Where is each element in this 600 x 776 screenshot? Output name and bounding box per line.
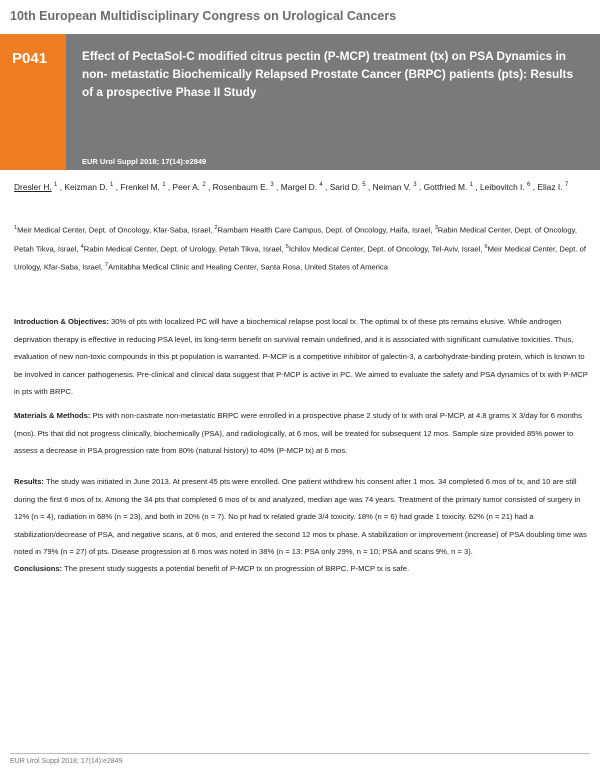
affiliation-text: Rabin Medical Center, Dept. of Oncology, Petah Tikva, Israel, bbox=[14, 225, 577, 254]
affiliation-mark: 6 bbox=[484, 243, 488, 250]
section-heading: Results: bbox=[14, 477, 44, 486]
author-name: Margel D. bbox=[280, 181, 318, 192]
section-heading: Conclusions: bbox=[14, 564, 63, 573]
abstract-banner bbox=[0, 34, 600, 170]
affiliation-list bbox=[14, 220, 590, 276]
author-affiliation-mark: 7 bbox=[564, 182, 569, 188]
affiliation-mark: 1 bbox=[14, 225, 18, 231]
affiliation-text: Amitabha Medical Clinic and Healing Center, Santa Rosa, United States of America bbox=[108, 262, 388, 272]
footer-divider bbox=[10, 753, 590, 754]
affiliation-mark: 5 bbox=[285, 243, 289, 250]
abstract-title: Effect of PectaSol-C modified citrus pectin (P-MCP) treatment (tx) on PSA Dynamics in non- metastatic Biochemically Relapsed Prostate Cancer (BRPC) patients (pts): Results of a prospective Phase II Study bbox=[82, 49, 573, 99]
author-list: Dresler H. $^1$ , Keizman D. $^1$ , Frenkel M. $^1$ , Peer A. $^2$ , Rosenbaum E. $^3$ , Margel D. $^4$ , Sarid D. $^5$ , Neiman V. $^3$ , Gottfried M. $^1$ , Leibovitch I. $^6$ , Eliaz I. $^7$ bbox=[14, 181, 569, 192]
abstract-code-badge: P041 bbox=[0, 34, 66, 170]
section-body: The study was initiated in June 2013. At present 45 pts were enrolled. One patient withdrew his consent after 1 mos. 34 completed 6 mos of tx, and 10 are still during the first 6 mos of tx. Among the 34 pts that completed 6 mos of tx and analyzed, median age was 74 years. Treatment of the primary tumor consisted of surgery in 12% (n = 4), radiation in 68% (n = 23), and both in 20% (n = 7). No pt had tx related grade 3/4 toxicity. 18% (n = 6) had grade 1 toxicity. 62% (n = 21) had a stabilization/decrease of PSA, and negative scans, at 6 mos, and entered the second 12 mos tx phase. A stabilization or improvement (increase) of PSA doubling time was noted in 79% (n = 27) of pts. Disease progression at 6 mos was noted in 38% (n = 13: PSA only 29%, n = 10; PSA and scans 9%, n = 3). bbox=[14, 477, 587, 556]
author-name: Rosenbaum E. bbox=[212, 181, 269, 192]
author-affiliation-mark: 3 bbox=[270, 182, 274, 188]
conference-title: 10th European Multidisciplinary Congress on Urological Cancers bbox=[10, 9, 397, 23]
affiliation-mark: 3 bbox=[434, 225, 438, 231]
author-affiliation-mark: 1 bbox=[109, 182, 114, 188]
section-heading: Introduction & Objectives: bbox=[14, 317, 109, 326]
author-affiliation-mark: 1 bbox=[54, 182, 58, 188]
author-affiliation-mark: 5 bbox=[362, 182, 366, 188]
author-affiliation-mark: 1 bbox=[162, 182, 166, 188]
author-name: Sarid D. bbox=[329, 181, 360, 192]
affiliation-mark: 4 bbox=[80, 243, 84, 250]
section-body: The present study suggests a potential benefit of P-MCP tx on progression of BRPC. P-MCP tx is safe. bbox=[62, 564, 410, 573]
author-affiliation-mark: 1 bbox=[469, 182, 474, 188]
section-body: 30% of pts with localized PC will have a biochemical relapse post local tx. The optimal tx of these pts remains elusive. While androgen deprivation therapy is effective in reducing PSA level, its long-term benefit on survival remain undefined, and it is associated with significant cumulative toxicities. Thus, evaluation of new non-toxic compounds in this pt population is warranted. P-MCP is a competitive inhibitor of galectin-3, a carbohydrate-binding protein, which is known to be involved in cancer pathogenesis. Pre-clinical and clinical data suggest that P-MCP is active in PC. We aimed to evaluate the safety and PSA dynamics of tx with P-MCP in pts with BRPC. bbox=[14, 317, 588, 396]
affiliation-mark: 7 bbox=[105, 262, 109, 269]
section-heading: Materials & Methods: bbox=[14, 411, 91, 420]
section-introduction bbox=[14, 313, 588, 401]
author-name: Leibovitch I. bbox=[480, 181, 525, 192]
footer-citation: EUR Urol Suppl 2018; 17(14):e2849 bbox=[10, 758, 123, 765]
author-name: Frenkel M. bbox=[120, 181, 160, 192]
author-name: Gottfried M. bbox=[423, 181, 468, 192]
author-name: Dresler H. bbox=[14, 181, 52, 192]
author-affiliation-mark: 6 bbox=[527, 182, 531, 188]
affiliation-text: Meir Medical Center, Dept. of Oncology, Kfar-Saba, Israel, bbox=[17, 225, 215, 235]
author-affiliation-mark: 4 bbox=[319, 182, 323, 188]
author-affiliation-mark: 2 bbox=[202, 182, 206, 188]
section-results bbox=[14, 473, 588, 561]
author-name: Keizman D. bbox=[64, 181, 108, 192]
section-body: Pts with non-castrate non-metastatic BRPC were enrolled in a prospective phase 2 study of tx with oral P-MCP, at 4.8 grams X 3/day for 6 months (mos). Pts that did not progress clinically, biochemically (PSA), and radiologically, at 6 mos, will be treated for subsequent 12 mos. Sample size provided 85% power to assess a decrease in PSA progression rate from 80% (natural history) to 40% (P-MCP tx) at 6 mos. bbox=[14, 411, 582, 455]
author-name: Eliaz I. bbox=[537, 181, 563, 192]
affiliation-text: Meir Medical Center, Dept. of Urology, Kfar-Saba, Israel, bbox=[14, 244, 586, 272]
author-name: Peer A. bbox=[172, 181, 200, 192]
affiliation-text: Rambam Health Care Campus, Dept. of Oncology, Haifa, Israel, bbox=[217, 225, 435, 235]
affiliation-mark: 2 bbox=[214, 225, 218, 231]
section-methods bbox=[14, 407, 588, 460]
section-conclusions bbox=[14, 560, 588, 578]
affiliation-text: Rabin Medical Center, Dept. of Urology, Petah Tikva, Israel, bbox=[83, 244, 286, 254]
affiliation-text: Ichilov Medical Center, Dept. of Oncology, Tel-Aviv, Israel, bbox=[288, 244, 485, 254]
author-name: Neiman V. bbox=[372, 181, 411, 192]
banner-citation: EUR Urol Suppl 2018; 17(14):e2849 bbox=[82, 157, 207, 166]
author-affiliation-mark: 3 bbox=[413, 182, 417, 188]
